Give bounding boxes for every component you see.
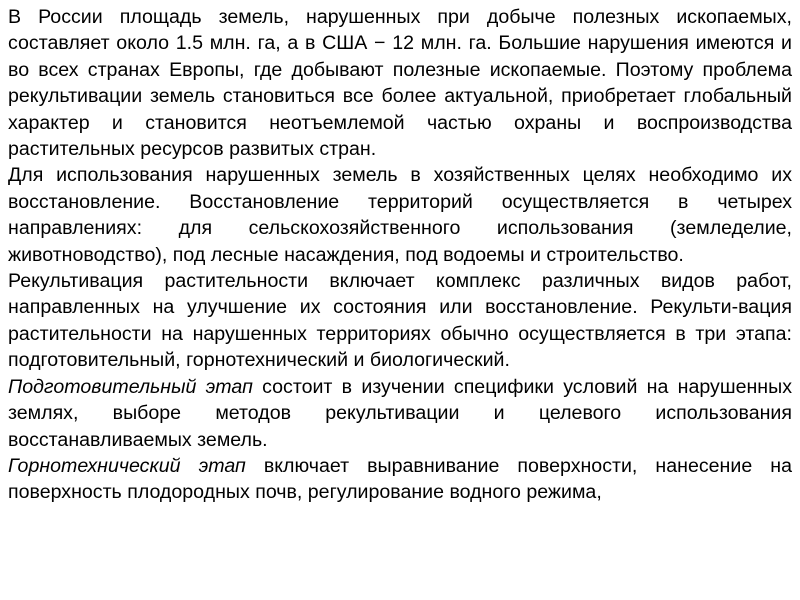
term-mining-technical-stage: Горнотехнический этап: [8, 454, 246, 477]
paragraph-text: Для использования нарушенных земель в хозяйственных целях необходимо их восстановление. Восстановление территорий осуществляется в четырех направлениях: для сельскохозяйственного использования (земледелие, животноводство), под лесные насаждения, под водоемы и строительство.: [8, 164, 792, 266]
paragraph-reclamation-problem: [8, 4, 792, 162]
document-page: [8, 4, 792, 506]
paragraph-text: В России площадь земель, нарушенных при добыче полезных ископаемых, составляет около 1.5 млн. га, а в США − 12 млн. га. Большие нарушения имеются и во всех странах Европы, где добывают полезные ископаемые. Поэтому проблема рекультивации земель становиться все более актуальной, приобретает глобальный характер и становится неотъемлемой частью охраны и воспроизводства растительных ресурсов развитых стран.: [8, 6, 792, 161]
paragraph-text: включает выравнивание поверхности, нанесение на поверхность плодородных почв, регулирование водного режима,: [8, 454, 793, 504]
term-preparatory-stage: Подготовительный этап: [8, 375, 253, 398]
paragraph-vegetation-reclamation: [8, 268, 792, 374]
paragraph-preparatory-stage: [8, 374, 792, 453]
paragraph-restoration-directions: [8, 162, 792, 268]
paragraph-text: Рекультивация растительности включает комплекс различных видов работ, направленных на улучшение их состояния или восстановление. Рекульти-вация растительности на нарушенных территориях обычно осуществляется в три этапа: подготовительный, горнотехнический и биологический.: [8, 270, 792, 372]
paragraph-mining-technical-stage: [8, 453, 792, 506]
paragraph-text: состоит в изучении специфики условий на нарушенных землях, выборе методов рекультивации и целевого использования восстанавливаемых земель.: [8, 375, 792, 451]
